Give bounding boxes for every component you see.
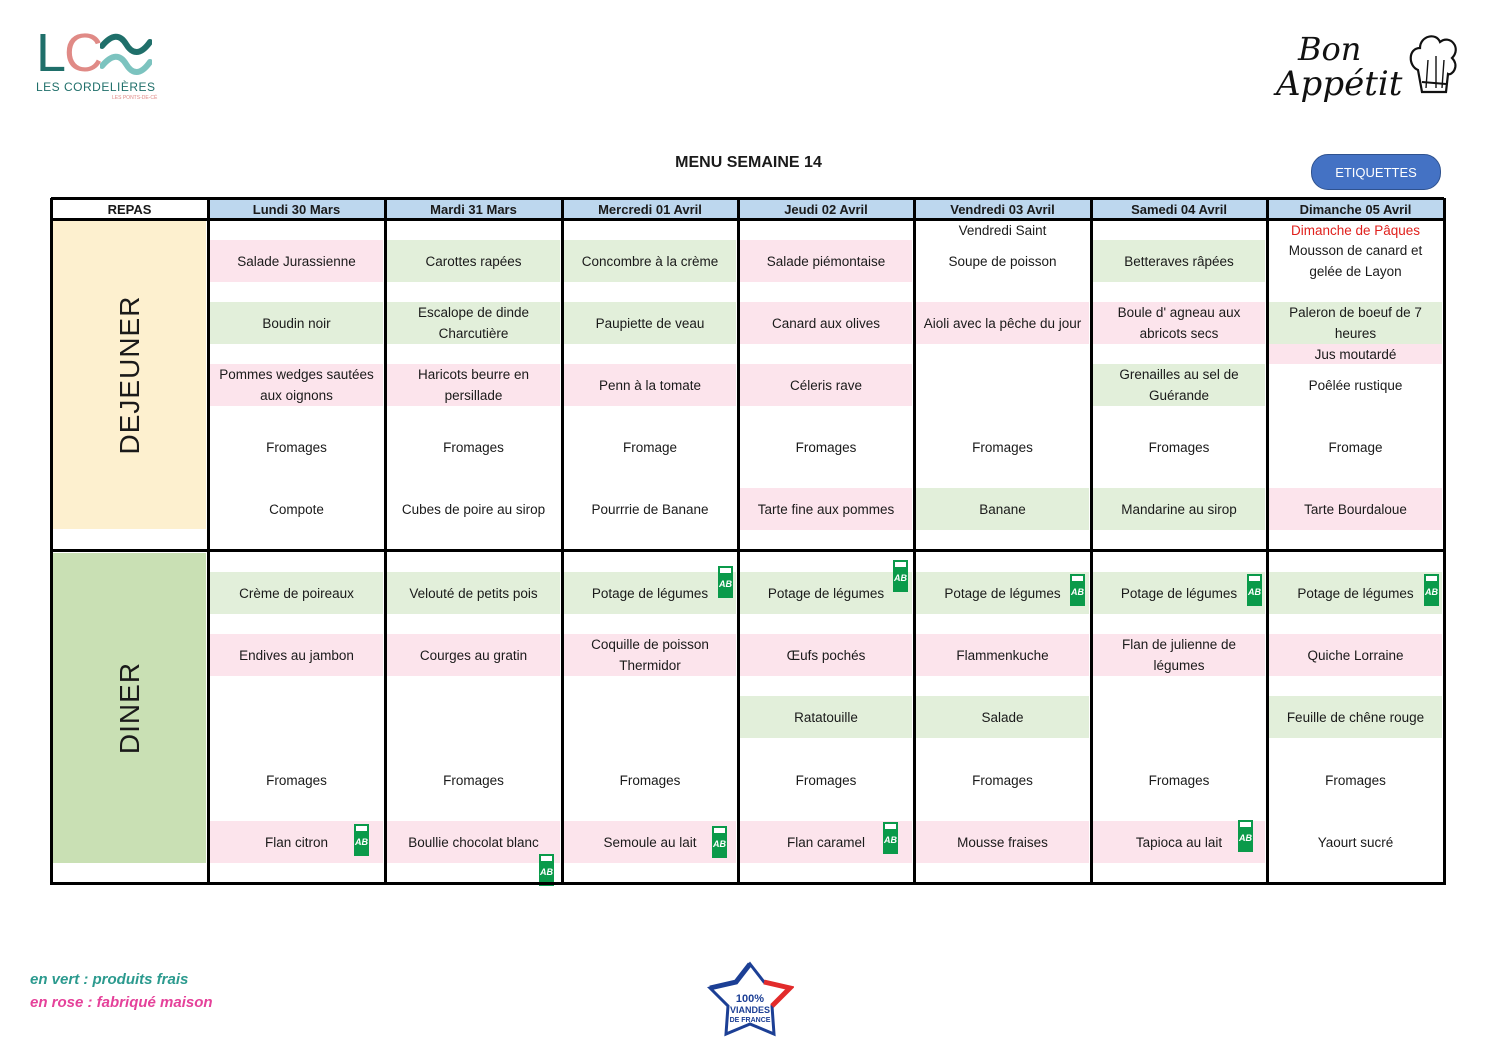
day-header: Lundi 30 Mars bbox=[252, 201, 341, 217]
dinner-dessert-cell: Yaourt sucré bbox=[1317, 834, 1394, 850]
dinner-section-label: DINER bbox=[113, 661, 145, 755]
row-divider bbox=[51, 549, 1444, 552]
organic-ab-icon bbox=[718, 566, 733, 598]
bon-appetit-logo bbox=[1268, 28, 1463, 116]
organic-ab-icon bbox=[1247, 574, 1262, 606]
dinner-starter-cell: Potage de légumes bbox=[1093, 572, 1265, 614]
organic-ab-icon bbox=[893, 560, 908, 592]
organic-ab-text: AB bbox=[1425, 587, 1438, 597]
badge-line1: 100% bbox=[735, 993, 765, 1005]
page-title: MENU SEMAINE 14 bbox=[675, 154, 822, 171]
dinner-main-cell: Quiche Lorraine bbox=[1269, 634, 1442, 676]
dinner-side-cell: Salade bbox=[916, 696, 1089, 738]
lunch-dessert-cell: Compote bbox=[269, 501, 324, 517]
dinner-cheese-cell: Fromages bbox=[1325, 772, 1386, 788]
dinner-starter-cell: Potage de légumes bbox=[564, 572, 736, 614]
lunch-side-cell bbox=[916, 364, 1089, 406]
lunch-main-cell: Paleron de boeuf de 7 heures bbox=[1269, 302, 1442, 344]
lunch-main-cell: Canard aux olives bbox=[740, 302, 912, 344]
lunch-side-cell: Grenailles au sel de Guérande bbox=[1093, 364, 1265, 406]
lunch-dessert-cell: Pourrrie de Banane bbox=[591, 501, 709, 517]
lunch-starter-cell: Carottes rapées bbox=[387, 240, 560, 282]
dinner-main-cell: Endives au jambon bbox=[210, 634, 383, 676]
lunch-starter-cell: Salade piémontaise bbox=[740, 240, 912, 282]
column-divider bbox=[1443, 198, 1446, 885]
lunch-starter-cell: Salade Jurassienne bbox=[210, 240, 383, 282]
lunch-side-cell: Haricots beurre en persillade bbox=[387, 364, 560, 406]
dinner-starter-cell: Velouté de petits pois bbox=[387, 572, 560, 614]
lunch-main-cell: Boule d' agneau aux abricots secs bbox=[1093, 302, 1265, 344]
column-divider bbox=[207, 198, 210, 885]
lunch-starter-cell: Mousson de canard et gelée de Layon bbox=[1288, 243, 1423, 279]
brand-line1: Bon bbox=[1298, 30, 1362, 68]
france-star-icon bbox=[706, 960, 794, 1038]
column-divider bbox=[561, 198, 564, 885]
day-header: Mardi 31 Mars bbox=[430, 201, 517, 217]
sunday-sauce-cell: Jus moutardé bbox=[1269, 344, 1442, 364]
lunch-dessert-cell: Tarte Bourdaloue bbox=[1269, 488, 1442, 530]
organic-ab-text: AB bbox=[1248, 587, 1261, 597]
brand-line2: Appétit bbox=[1276, 64, 1403, 104]
dinner-dessert-cell: Tapioca au lait bbox=[1093, 821, 1265, 863]
organic-ab-icon bbox=[1238, 820, 1253, 852]
row-divider bbox=[51, 882, 1444, 885]
day-header: Vendredi 03 Avril bbox=[950, 201, 1055, 217]
lunch-starter-cell: Betteraves râpées bbox=[1093, 240, 1265, 282]
legend-homemade: en rose : fabriqué maison bbox=[30, 994, 213, 1011]
lunch-cheese-cell: Fromages bbox=[266, 439, 327, 455]
lunch-main-cell: Paupiette de veau bbox=[564, 302, 736, 344]
organic-ab-text: AB bbox=[719, 579, 732, 589]
dinner-cheese-cell: Fromages bbox=[443, 772, 504, 788]
lunch-cheese-cell: Fromage bbox=[622, 439, 678, 455]
etiquettes-button[interactable]: ETIQUETTES bbox=[1311, 154, 1441, 190]
dinner-main-cell: Coquille de poisson Thermidor bbox=[564, 634, 736, 676]
organic-ab-text: AB bbox=[894, 573, 907, 583]
lunch-main-cell: Boudin noir bbox=[210, 302, 383, 344]
day-header: Jeudi 02 Avril bbox=[784, 201, 868, 217]
dinner-cheese-cell: Fromages bbox=[266, 772, 327, 788]
repas-header: REPAS bbox=[107, 201, 152, 217]
organic-ab-text: AB bbox=[1071, 587, 1084, 597]
day-header: Dimanche 05 Avril bbox=[1299, 201, 1412, 217]
dinner-cheese-cell: Fromages bbox=[795, 772, 857, 788]
organic-ab-text: AB bbox=[355, 837, 368, 847]
lunch-cheese-cell: Fromage bbox=[1328, 439, 1383, 455]
les-cordelieres-logo bbox=[36, 23, 166, 108]
dinner-starter-cell: Potage de légumes bbox=[916, 572, 1089, 614]
dinner-side-cell bbox=[210, 696, 383, 738]
column-divider bbox=[737, 198, 740, 885]
dinner-cheese-cell: Fromages bbox=[972, 772, 1033, 788]
easter-note: Dimanche de Pâques bbox=[1290, 222, 1421, 238]
dinner-side-cell bbox=[564, 696, 736, 738]
lunch-main-cell: Aioli avec la pêche du jour bbox=[916, 302, 1089, 344]
lunch-starter-cell: Soupe de poisson bbox=[948, 253, 1057, 269]
row-divider bbox=[51, 218, 1444, 221]
dinner-starter-cell: Potage de légumes bbox=[1269, 572, 1442, 614]
column-divider bbox=[913, 198, 916, 885]
organic-ab-icon bbox=[1070, 574, 1085, 606]
lunch-dessert-cell: Banane bbox=[916, 488, 1089, 530]
lunch-cheese-cell: Fromages bbox=[795, 439, 857, 455]
lunch-band bbox=[53, 220, 206, 529]
column-divider bbox=[1266, 198, 1269, 885]
menu-table bbox=[51, 198, 1444, 885]
badge-line3: DE FRANCE bbox=[729, 1017, 771, 1024]
organic-ab-icon bbox=[1424, 574, 1439, 606]
dinner-dessert-cell: Mousse fraises bbox=[916, 821, 1089, 863]
logo-subtitle: LES PONTS-DE-CÉ bbox=[112, 95, 158, 101]
lunch-starter-cell: Concombre à la crème bbox=[564, 240, 736, 282]
dinner-band bbox=[53, 553, 206, 863]
dinner-side-cell bbox=[1093, 696, 1265, 738]
lunch-side-cell: Céleris rave bbox=[740, 364, 912, 406]
lunch-cheese-cell: Fromages bbox=[972, 439, 1033, 455]
dinner-main-cell: Flan de julienne de légumes bbox=[1093, 634, 1265, 676]
dinner-side-cell: Ratatouille bbox=[740, 696, 912, 738]
column-divider bbox=[1090, 198, 1093, 885]
dinner-dessert-cell: Flan citron bbox=[210, 821, 383, 863]
organic-ab-icon bbox=[712, 826, 727, 858]
logo-letters: LC bbox=[36, 23, 102, 83]
organic-ab-text: AB bbox=[1239, 833, 1252, 843]
viandes-de-france-badge bbox=[706, 960, 794, 1038]
dinner-main-cell: Courges au gratin bbox=[387, 634, 560, 676]
lunch-side-cell: Poêlée rustique bbox=[1308, 377, 1403, 393]
dinner-dessert-cell: Boullie chocolat blanc bbox=[387, 821, 560, 863]
day-header: Samedi 04 Avril bbox=[1131, 201, 1227, 217]
lunch-section-label: DEJEUNER bbox=[113, 295, 145, 454]
organic-ab-text: AB bbox=[884, 835, 897, 845]
dinner-side-cell bbox=[387, 696, 560, 738]
chef-hat-icon bbox=[1406, 30, 1462, 102]
dinner-starter-cell: Potage de légumes bbox=[740, 572, 912, 614]
dinner-main-cell: Flammenkuche bbox=[916, 634, 1089, 676]
dinner-cheese-cell: Fromages bbox=[1148, 772, 1210, 788]
dinner-dessert-cell: Semoule au lait bbox=[564, 821, 736, 863]
organic-ab-text: AB bbox=[713, 839, 726, 849]
dinner-main-cell: Œufs pochés bbox=[740, 634, 912, 676]
badge-line2: VIANDES bbox=[729, 1005, 771, 1015]
wave-icon bbox=[100, 32, 152, 76]
lunch-cheese-cell: Fromages bbox=[443, 439, 504, 455]
lunch-dessert-cell: Tarte fine aux pommes bbox=[740, 488, 912, 530]
lunch-side-cell: Pommes wedges sautées aux oignons bbox=[210, 364, 383, 406]
organic-ab-icon bbox=[883, 822, 898, 854]
dinner-side-cell: Feuille de chêne rouge bbox=[1269, 696, 1442, 738]
logo-name: LES CORDELIÈRES bbox=[36, 80, 156, 94]
organic-ab-icon bbox=[354, 824, 369, 856]
column-divider bbox=[50, 198, 53, 885]
lunch-cheese-cell: Fromages bbox=[1148, 439, 1210, 455]
organic-ab-text: AB bbox=[540, 867, 553, 877]
column-divider bbox=[384, 198, 387, 885]
legend-fresh: en vert : produits frais bbox=[30, 971, 189, 988]
dinner-dessert-cell: Flan caramel bbox=[740, 821, 912, 863]
dinner-starter-cell: Crème de poireaux bbox=[210, 572, 383, 614]
dinner-cheese-cell: Fromages bbox=[619, 772, 681, 788]
day-header: Mercredi 01 Avril bbox=[598, 201, 702, 217]
good-friday-note: Vendredi Saint bbox=[958, 222, 1047, 238]
lunch-dessert-cell: Cubes de poire au sirop bbox=[401, 501, 546, 517]
row-divider bbox=[51, 197, 1444, 200]
lunch-side-cell: Penn à la tomate bbox=[564, 364, 736, 406]
lunch-main-cell: Escalope de dinde Charcutière bbox=[387, 302, 560, 344]
lunch-dessert-cell: Mandarine au sirop bbox=[1093, 488, 1265, 530]
